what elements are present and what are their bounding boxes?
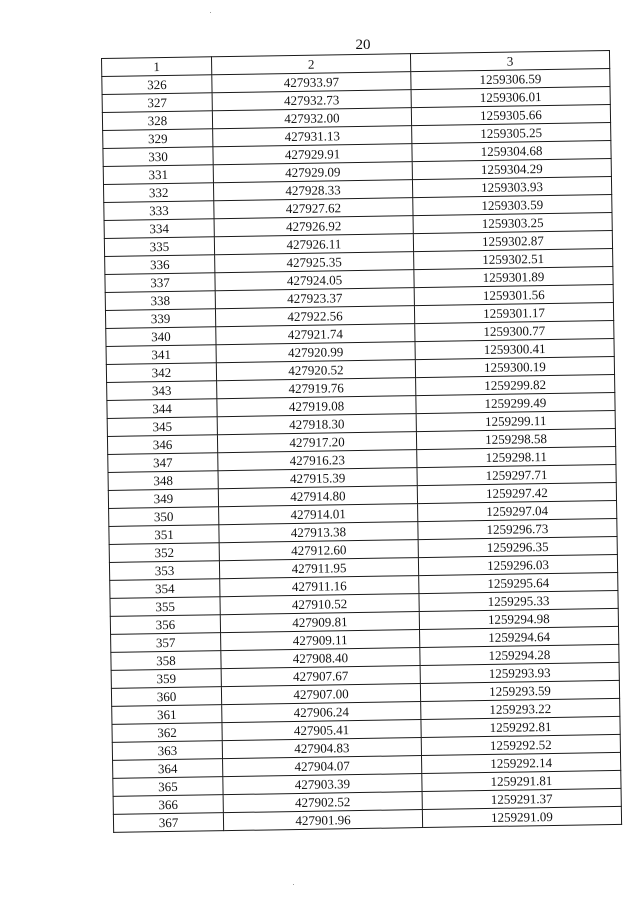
point-number-cell: 366 (113, 795, 223, 815)
x-coordinate-cell: 427924.05 (215, 270, 414, 291)
y-coordinate-cell: 1259296.73 (418, 518, 617, 539)
y-coordinate-cell: 1259296.35 (418, 536, 617, 557)
x-coordinate-cell: 427921.74 (216, 324, 415, 345)
scan-speck (293, 884, 294, 885)
header-cell-2: 2 (211, 54, 410, 75)
header-cell-3: 3 (410, 51, 609, 72)
point-number-cell: 363 (112, 741, 222, 761)
x-coordinate-cell: 427920.52 (216, 360, 415, 381)
point-number-cell: 351 (109, 525, 219, 545)
y-coordinate-cell: 1259297.04 (418, 500, 617, 521)
x-coordinate-cell: 427905.41 (222, 720, 421, 741)
x-coordinate-cell: 427927.62 (214, 198, 413, 219)
y-coordinate-cell: 1259301.56 (414, 284, 613, 305)
coordinates-table-container (101, 50, 621, 833)
y-coordinate-cell: 1259291.37 (422, 788, 621, 809)
point-number-cell: 332 (103, 183, 213, 203)
scan-speck (210, 12, 211, 13)
point-number-cell: 367 (113, 813, 223, 833)
x-coordinate-cell: 427933.97 (212, 72, 411, 93)
y-coordinate-cell: 1259293.22 (421, 698, 620, 719)
x-coordinate-cell: 427932.73 (212, 90, 411, 111)
y-coordinate-cell: 1259299.49 (416, 392, 615, 413)
y-coordinate-cell: 1259303.59 (413, 194, 612, 215)
y-coordinate-cell: 1259305.25 (412, 123, 611, 144)
y-coordinate-cell: 1259291.81 (422, 770, 621, 791)
point-number-cell: 348 (108, 471, 218, 491)
point-number-cell: 347 (108, 453, 218, 473)
y-coordinate-cell: 1259301.17 (414, 302, 613, 323)
y-coordinate-cell: 1259292.52 (421, 734, 620, 755)
point-number-cell: 345 (107, 417, 217, 437)
point-number-cell: 334 (104, 219, 214, 239)
x-coordinate-cell: 427909.11 (221, 630, 420, 651)
y-coordinate-cell: 1259304.29 (412, 158, 611, 179)
y-coordinate-cell: 1259301.89 (414, 266, 613, 287)
point-number-cell: 340 (106, 327, 216, 347)
point-number-cell: 338 (105, 291, 215, 311)
x-coordinate-cell: 427919.08 (217, 396, 416, 417)
header-cell-1: 1 (102, 57, 212, 77)
point-number-cell: 335 (104, 237, 214, 257)
x-coordinate-cell: 427926.11 (214, 234, 413, 255)
y-coordinate-cell: 1259295.33 (419, 590, 618, 611)
x-coordinate-cell: 427915.39 (218, 468, 417, 489)
point-number-cell: 360 (111, 687, 221, 707)
point-number-cell: 358 (111, 651, 221, 671)
y-coordinate-cell: 1259296.03 (418, 554, 617, 575)
x-coordinate-cell: 427917.20 (217, 432, 416, 453)
point-number-cell: 336 (105, 255, 215, 275)
x-coordinate-cell: 427929.91 (213, 144, 412, 165)
point-number-cell: 328 (102, 111, 212, 131)
point-number-cell: 342 (106, 363, 216, 383)
y-coordinate-cell: 1259294.28 (420, 644, 619, 665)
x-coordinate-cell: 427920.99 (216, 342, 415, 363)
point-number-cell: 330 (103, 147, 213, 167)
y-coordinate-cell: 1259292.81 (421, 716, 620, 737)
x-coordinate-cell: 427901.96 (223, 810, 422, 831)
y-coordinate-cell: 1259291.09 (422, 806, 621, 827)
y-coordinate-cell: 1259298.11 (417, 446, 616, 467)
y-coordinate-cell: 1259297.42 (417, 482, 616, 503)
point-number-cell: 355 (110, 597, 220, 617)
y-coordinate-cell: 1259293.93 (420, 662, 619, 683)
x-coordinate-cell: 427911.16 (220, 576, 419, 597)
x-coordinate-cell: 427923.37 (215, 288, 414, 309)
x-coordinate-cell: 427907.00 (221, 684, 420, 705)
point-number-cell: 349 (108, 489, 218, 509)
x-coordinate-cell: 427918.30 (217, 414, 416, 435)
point-number-cell: 344 (107, 399, 217, 419)
x-coordinate-cell: 427929.09 (213, 162, 412, 183)
point-number-cell: 327 (102, 93, 212, 113)
x-coordinate-cell: 427904.07 (223, 756, 422, 777)
x-coordinate-cell: 427902.52 (223, 792, 422, 813)
point-number-cell: 356 (110, 615, 220, 635)
y-coordinate-cell: 1259299.11 (416, 410, 615, 431)
y-coordinate-cell: 1259294.64 (420, 626, 619, 647)
y-coordinate-cell: 1259294.98 (419, 608, 618, 629)
point-number-cell: 339 (105, 309, 215, 329)
point-number-cell: 359 (111, 669, 221, 689)
y-coordinate-cell: 1259305.66 (411, 105, 610, 126)
y-coordinate-cell: 1259302.51 (414, 248, 613, 269)
x-coordinate-cell: 427907.67 (221, 666, 420, 687)
x-coordinate-cell: 427903.39 (223, 774, 422, 795)
x-coordinate-cell: 427911.95 (219, 558, 418, 579)
x-coordinate-cell: 427922.56 (215, 306, 414, 327)
point-number-cell: 362 (112, 723, 222, 743)
x-coordinate-cell: 427904.83 (222, 738, 421, 759)
x-coordinate-cell: 427906.24 (222, 702, 421, 723)
y-coordinate-cell: 1259303.93 (412, 176, 611, 197)
x-coordinate-cell: 427925.35 (215, 252, 414, 273)
x-coordinate-cell: 427910.52 (220, 594, 419, 615)
y-coordinate-cell: 1259300.77 (415, 320, 614, 341)
x-coordinate-cell: 427928.33 (213, 180, 412, 201)
point-number-cell: 353 (109, 561, 219, 581)
x-coordinate-cell: 427931.13 (213, 126, 412, 147)
y-coordinate-cell: 1259293.59 (420, 680, 619, 701)
x-coordinate-cell: 427913.38 (219, 522, 418, 543)
y-coordinate-cell: 1259303.25 (413, 212, 612, 233)
coordinates-table (101, 50, 622, 833)
point-number-cell: 350 (109, 507, 219, 527)
y-coordinate-cell: 1259304.68 (412, 141, 611, 162)
y-coordinate-cell: 1259306.59 (411, 69, 610, 90)
y-coordinate-cell: 1259299.82 (416, 374, 615, 395)
y-coordinate-cell: 1259298.58 (416, 428, 615, 449)
x-coordinate-cell: 427912.60 (219, 540, 418, 561)
point-number-cell: 326 (102, 75, 212, 95)
point-number-cell: 333 (104, 201, 214, 221)
y-coordinate-cell: 1259302.87 (413, 230, 612, 251)
point-number-cell: 329 (103, 129, 213, 149)
x-coordinate-cell: 427919.76 (217, 378, 416, 399)
x-coordinate-cell: 427916.23 (218, 450, 417, 471)
x-coordinate-cell: 427926.92 (214, 216, 413, 237)
x-coordinate-cell: 427914.01 (219, 504, 418, 525)
x-coordinate-cell: 427914.80 (218, 486, 417, 507)
page-number: 20 (355, 37, 371, 53)
x-coordinate-cell: 427909.81 (220, 612, 419, 633)
y-coordinate-cell: 1259300.19 (415, 356, 614, 377)
point-number-cell: 357 (111, 633, 221, 653)
point-number-cell: 341 (106, 345, 216, 365)
x-coordinate-cell: 427932.00 (212, 108, 411, 129)
point-number-cell: 346 (107, 435, 217, 455)
y-coordinate-cell: 1259297.71 (417, 464, 616, 485)
point-number-cell: 364 (113, 759, 223, 779)
point-number-cell: 365 (113, 777, 223, 797)
point-number-cell: 352 (109, 543, 219, 563)
y-coordinate-cell: 1259295.64 (419, 572, 618, 593)
point-number-cell: 354 (110, 579, 220, 599)
point-number-cell: 337 (105, 273, 215, 293)
point-number-cell: 343 (107, 381, 217, 401)
y-coordinate-cell: 1259306.01 (411, 87, 610, 108)
y-coordinate-cell: 1259300.41 (415, 338, 614, 359)
point-number-cell: 331 (103, 165, 213, 185)
y-coordinate-cell: 1259292.14 (421, 752, 620, 773)
point-number-cell: 361 (112, 705, 222, 725)
table-body (102, 51, 622, 833)
x-coordinate-cell: 427908.40 (221, 648, 420, 669)
